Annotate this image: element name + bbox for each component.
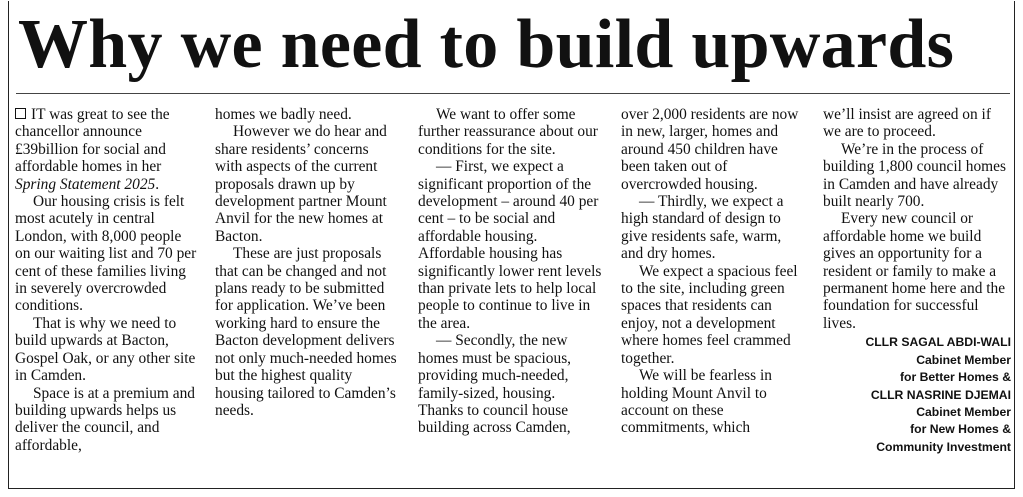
paragraph: We’re in the process of building 1,800 council homes in Camden and have already built nearly 700. [823, 140, 1006, 211]
paragraph: over 2,000 residents are now in new, larger, homes and around 450 children have been taken out of overcrowded housing. [621, 106, 799, 193]
paragraph: IT was great to see the chancellor announce £39billion for social and affordable homes in her Spring Statement 2025. [15, 106, 170, 193]
signatory-title: for New Homes & [910, 422, 1011, 437]
column-4 [621, 106, 805, 437]
paragraph: These are just proposals that can be changed and not plans ready to be submitted for application. We’ve been working hard to ensure the Bacton development delivers not only much-needed homes but the highest quality housing tailored to Camden’s needs. [215, 245, 397, 419]
paragraph: However we do hear and share residents’ concerns with aspects of the current proposals drawn up by development partner Mount Anvil for the new homes at Bacton. [215, 123, 387, 245]
paragraph: — First, we expect a significant proportion of the development – around 40 per cent – to be social and affordable housing. Affordable housing has significantly lower rent levels than private lets to help local people to continue to live in the area. [418, 158, 602, 332]
paragraph: we’ll insist are agreed on if we are to proceed. [823, 106, 991, 141]
paragraph: Our housing crisis is felt most acutely in central London, with 8,000 people on our waiting list and 70 per cent of these families living in severely overcrowded conditions. [15, 193, 197, 315]
signatory-title: Cabinet Member [916, 352, 1011, 367]
signature-block [823, 334, 1011, 456]
checkbox-bullet-icon [15, 108, 26, 119]
signatory-name: CLLR NASRINE DJEMAI [870, 387, 1011, 402]
signatory-title: Cabinet Member [916, 404, 1011, 419]
paragraph: We will be fearless in holding Mount Anvil to account on these commitments, which [621, 367, 772, 437]
headline-rule [16, 93, 1010, 94]
paragraph: That is why we need to build upwards at Bacton, Gospel Oak, or any other site in Camden. [15, 314, 196, 385]
paragraph: — Secondly, the new homes must be spacious, providing much-needed, family-sized, housing. Thanks to council house building across Camden, [418, 332, 572, 437]
column-5 [823, 106, 1011, 456]
paragraph: Space is at a premium and building upwards helps us deliver the council, and affordable, [15, 384, 195, 454]
signatory-name: CLLR SAGAL ABDI-WALI [865, 335, 1011, 350]
paragraph: We expect a spacious feel to the site, including green spaces that residents can enjoy, not a development where homes feel crammed together. [621, 262, 798, 367]
publication-title: Spring Statement 2025 [15, 175, 156, 193]
column-1 [15, 106, 199, 454]
paragraph: We want to offer some further reassurance about our conditions for the site. [418, 106, 598, 158]
paragraph: — Thirdly, we expect a high standard of design to give residents safe, warm, and dry homes. [621, 193, 784, 263]
signatory-title: for Better Homes & [899, 370, 1011, 385]
column-3 [418, 106, 602, 437]
column-2 [215, 106, 399, 419]
paragraph: homes we badly need. [215, 106, 352, 123]
signatory-title: Community Investment [876, 439, 1011, 454]
paragraph: Every new council or affordable home we build gives an opportunity for a resident or family to make a permanent home here and the foundation for successful lives. [823, 210, 1006, 332]
headline: Why we need to build upwards [18, 6, 955, 83]
